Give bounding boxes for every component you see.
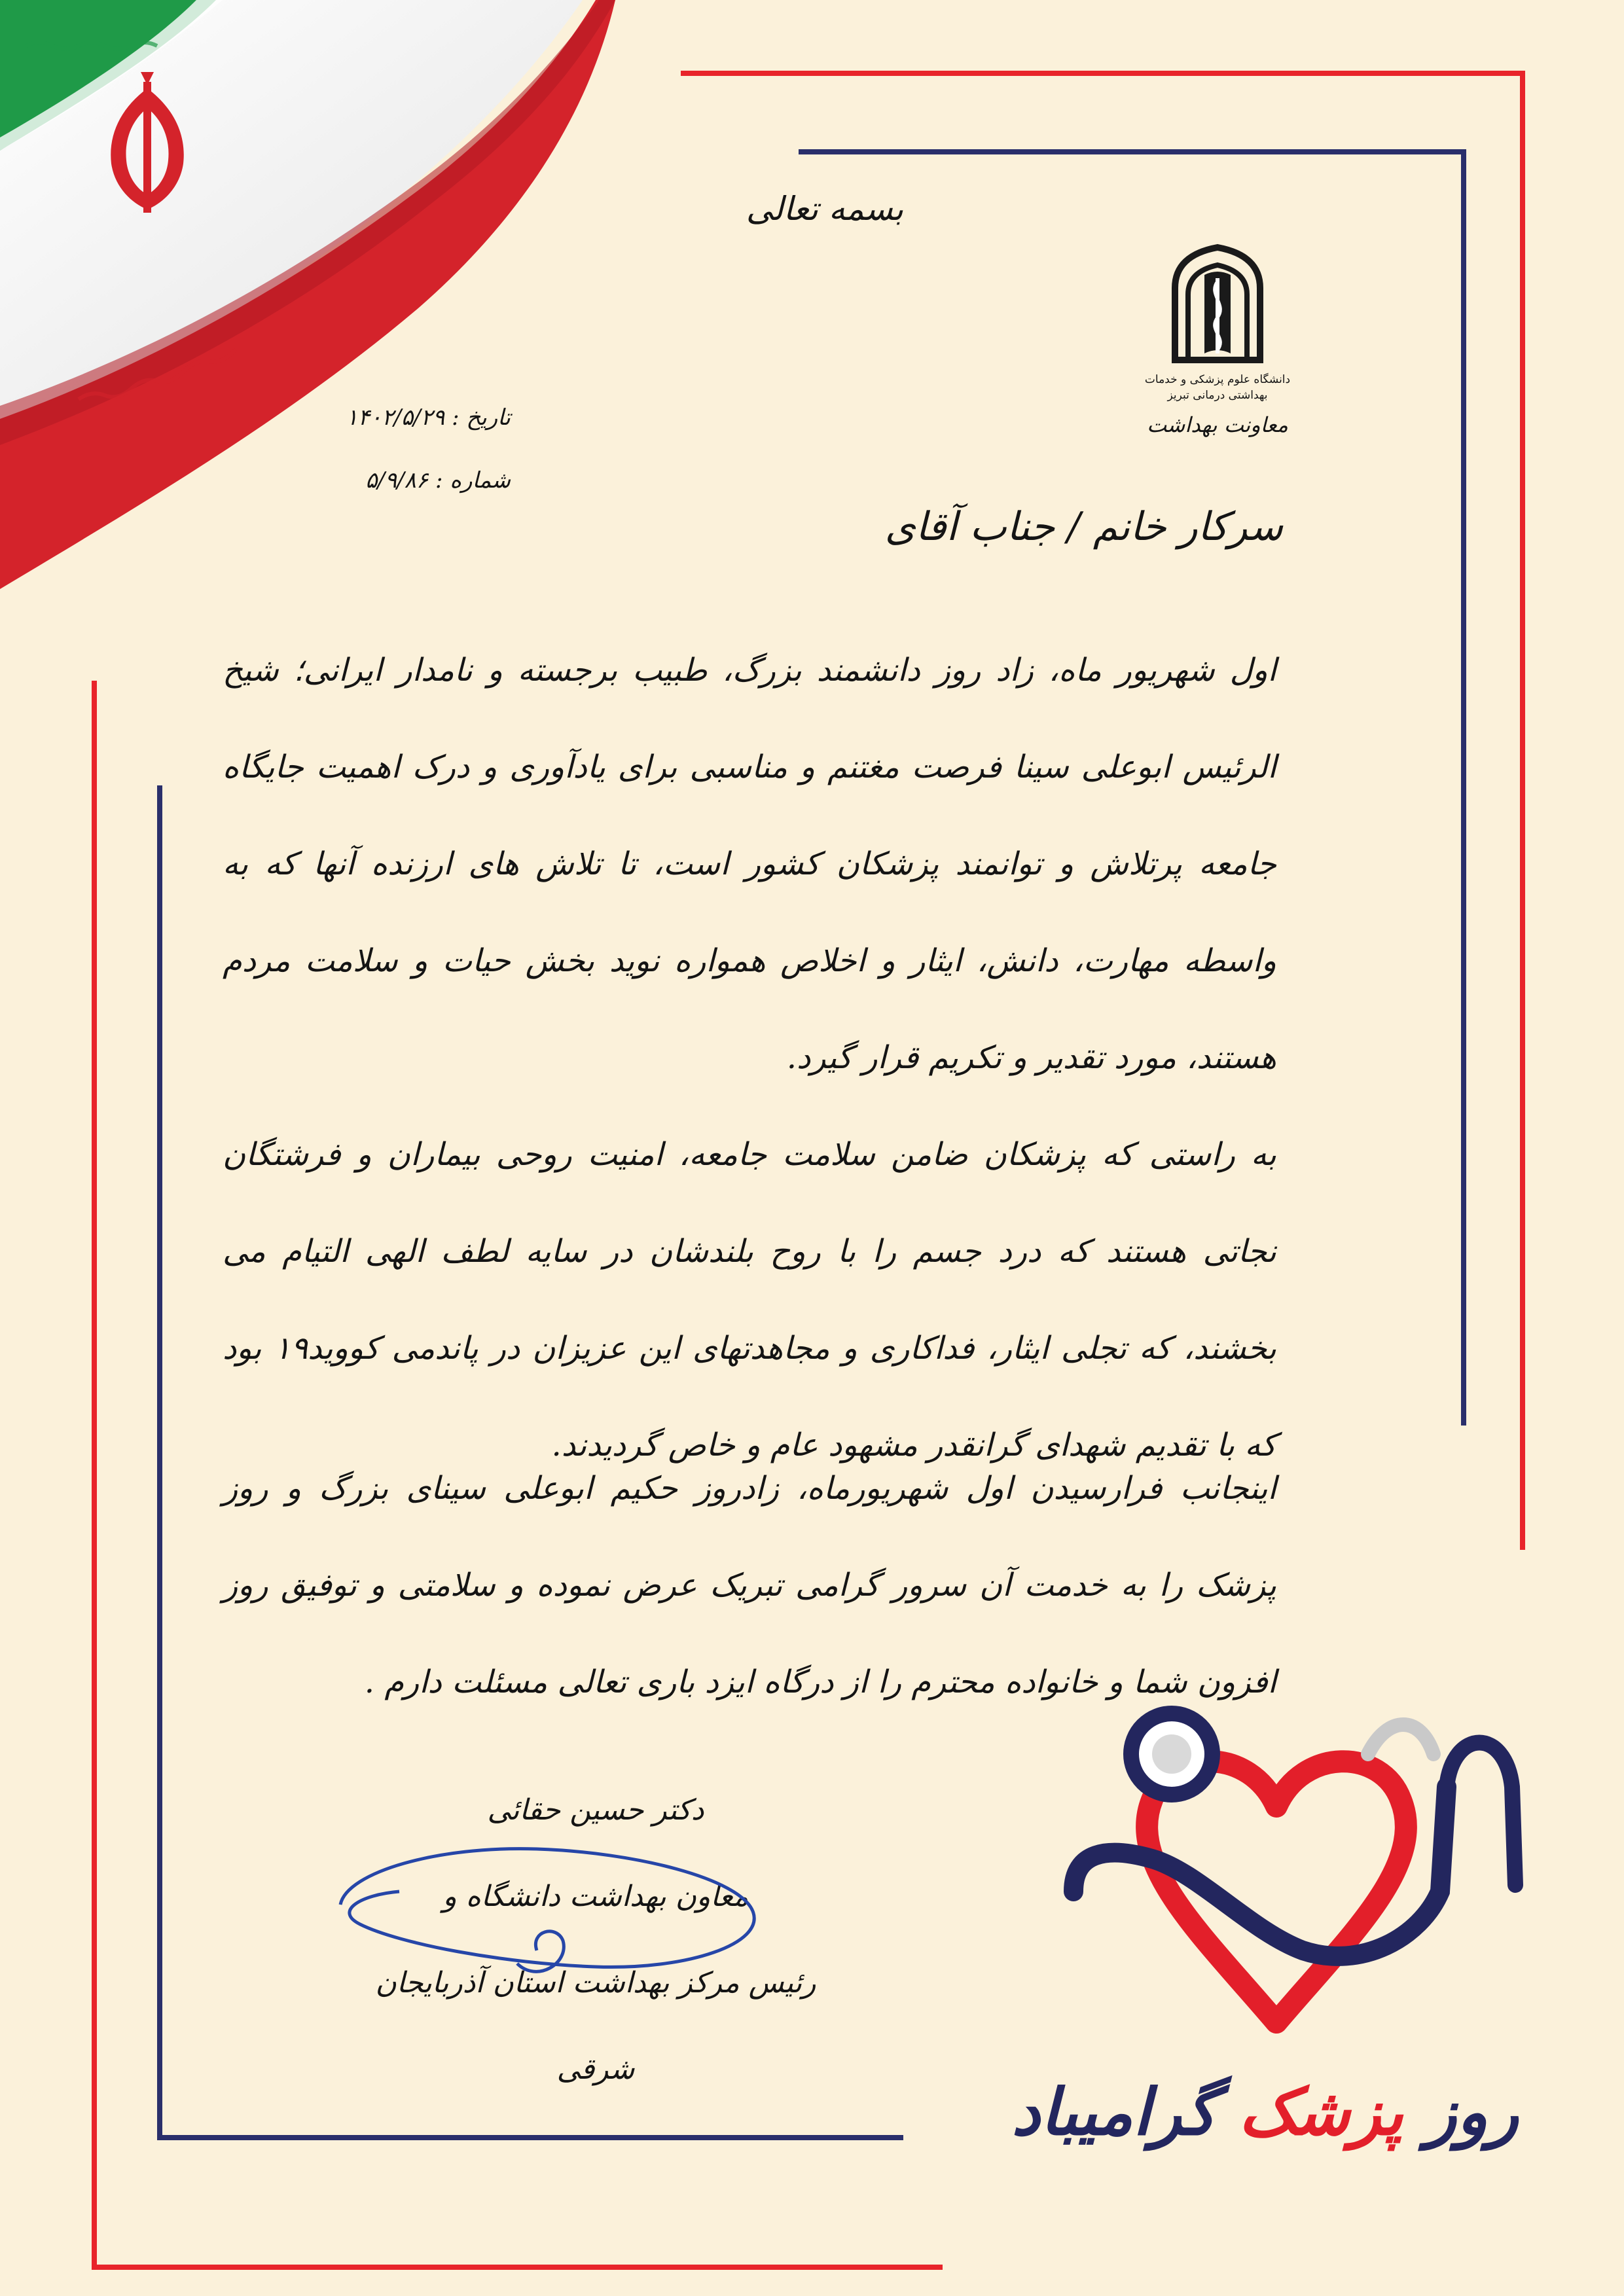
letter-number: شماره : ۵/۹/۸۶ — [365, 467, 511, 493]
frame-left-red-line — [92, 681, 97, 2270]
frame-right-navy-line — [1461, 149, 1466, 1426]
letter-date: تاریخ : ۱۴۰۲/۵/۲۹ — [346, 404, 511, 431]
frame-bottom-navy-line — [157, 2135, 903, 2140]
university-name: دانشگاه علوم پزشکی و خدمات بهداشتی درمانی تبریز — [1144, 373, 1291, 402]
frame-bottom-red-line — [92, 2265, 943, 2270]
badge-word-1: روز — [1426, 2075, 1519, 2150]
department-name: معاونت بهداشت — [1147, 412, 1288, 437]
frame-right-red-line — [1520, 71, 1525, 1550]
salutation: سرکار خانم / جناب آقای — [884, 504, 1283, 550]
signer-title-line-2: رئیس مرکز بهداشت استان آذربایجان شرقی — [375, 1966, 816, 2086]
basmala-heading: بسمه تعالی — [746, 190, 904, 228]
university-logo — [1139, 242, 1296, 458]
frame-top-red-line — [681, 71, 1525, 76]
university-seal-icon — [1168, 242, 1267, 367]
handwritten-signature — [321, 1833, 779, 2003]
signer-name: دکتر حسین حقائی — [487, 1793, 704, 1827]
badge-word-3: گرامیباد — [1011, 2075, 1217, 2150]
signer-title-line-1: معاون بهداشت دانشگاه و — [442, 1880, 749, 1913]
iran-flag-image — [0, 0, 615, 609]
doctors-day-title — [1011, 2075, 1519, 2150]
letter-paragraph-3: اینجانب فرارسیدن اول شهریورماه، زادروز حکیم ابوعلی سینای بزرگ و روز پزشک را به خدمت آن سرور گرامی تبریک عرض نموده و سلامتی و توفیق روز افزون شما و خانواده محترم را از درگاه ایزد باری تعالی مسئلت دارم . — [223, 1470, 1276, 1700]
frame-top-navy-line — [799, 149, 1466, 154]
letter-paragraph-1: اول شهریور ماه، زاد روز دانشمند بزرگ، طبیب برجسته و نامدار ایرانی؛ شیخ الرئیس ابوعلی سینا فرصت مغتنم و مناسبی برای یادآوری و درک اهمیت جایگاه جامعه پرتلاش و توانمند پزشکان کشور است، تا تلاش های ارزنده آنها که به واسطه مهارت، دانش، ایثار و اخلاص همواره نوید بخش حیات و سلامت مردم هستند، مورد تقدیر و تکریم قرار گیرد. — [223, 652, 1276, 1076]
frame-left-navy-line — [157, 785, 162, 2140]
badge-word-2: پزشک — [1238, 2075, 1403, 2150]
letter-paragraph-2: به راستی که پزشکان ضامن سلامت جامعه، امنیت روحی بیماران و فرشتگان نجاتی هستند که درد جسم را با روح بلندشان در سایه لطف الهی التیام می بخشند، که تجلی ایثار، فداکاری و مجاهدتهای این عزیزان در پاندمی کووید۱۹ بود که با تقدیم شهدای گرانقدر مشهود عام و خاص گردیدند. — [223, 1136, 1277, 1463]
letter-meta — [327, 386, 511, 512]
